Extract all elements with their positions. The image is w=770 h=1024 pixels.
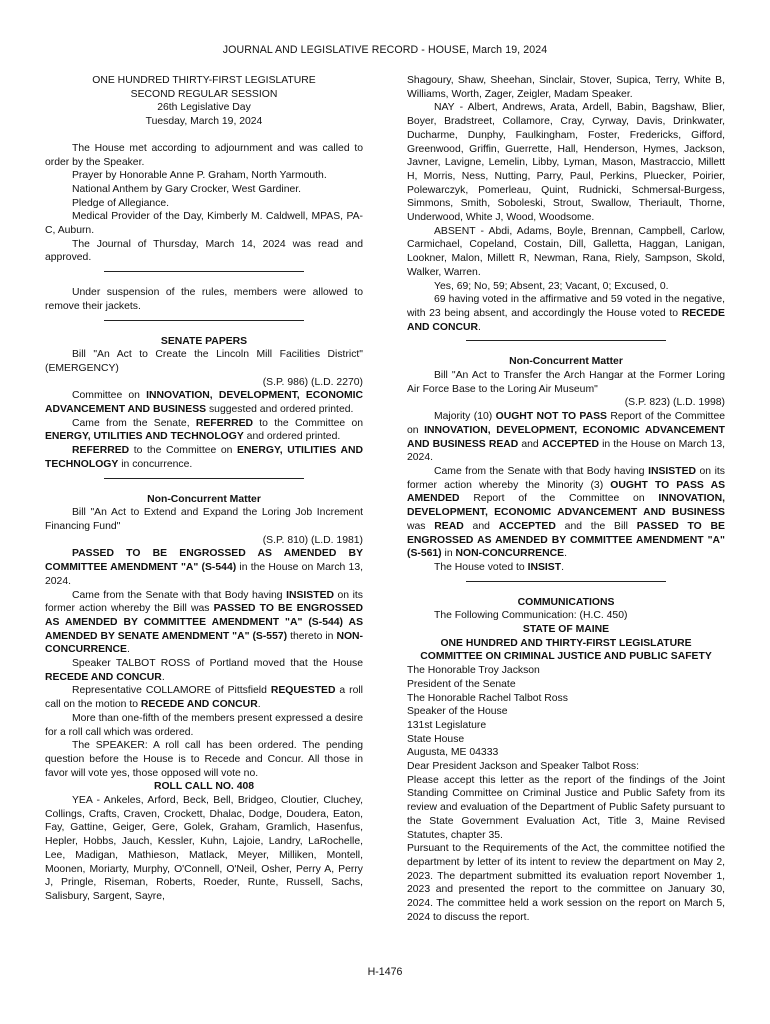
- passed-paragraph: PASSED TO BE ENGROSSED AS AMENDED BY COMMITTEE AMENDMENT "A" (S-544) in the House on March 13, 2024.: [45, 548, 363, 587]
- bill-reference: (S.P. 986) (L.D. 2270): [262, 376, 363, 388]
- address-line: 131st Legislature: [407, 719, 487, 731]
- bill-reference: (S.P. 823) (L.D. 1998): [624, 397, 725, 409]
- page-number: H-1476: [367, 966, 403, 978]
- senate-papers-heading: SENATE PAPERS: [160, 335, 248, 347]
- salutation: Dear President Jackson and Speaker Talbot Ross:: [407, 761, 639, 773]
- house-action-paragraph: REFERRED to the Committee on ENERGY, UTILITIES AND TECHNOLOGY in concurrence.: [45, 445, 363, 470]
- address-line: The Honorable Rachel Talbot Ross: [407, 692, 568, 704]
- roll-call-heading: ROLL CALL NO. 408: [153, 781, 255, 793]
- address-line: State House: [407, 733, 465, 745]
- left-column: [45, 74, 363, 904]
- journal-approval-line: The Journal of Thursday, March 14, 2024 was read and approved.: [45, 238, 363, 264]
- majority-report-paragraph: Majority (10) OUGHT NOT TO PASS Report of the Committee on INNOVATION, DEVELOPMENT, ECONOMIC ADVANCEMENT AND BUSINESS READ and ACCEPTED in the House on March 13, 2024.: [407, 411, 726, 464]
- communication-intro: The Following Communication: (H.C. 450): [434, 610, 628, 622]
- address-line: President of the Senate: [407, 678, 516, 690]
- yea-list-continued: Shagoury, Shaw, Sheehan, Sinclair, Stover, Supica, Terry, White B, Williams, Worth, Zager, Zeigler, Madam Speaker.: [407, 75, 725, 100]
- vote-tally: Yes, 69; No, 59; Absent, 23; Vacant, 0; Excused, 0.: [434, 280, 669, 292]
- senate-action-paragraph: Came from the Senate with that Body having INSISTED on its former action whereby the Bill was PASSED TO BE ENGROSSED AS AMENDED BY COMMITTEE AMENDMENT "A" (S-544) AS AMENDED BY SENATE AMENDMENT "A" (S-557) thereto in NON-CONCURRENCE.: [45, 589, 363, 656]
- section-divider: [104, 271, 304, 272]
- section-divider: [104, 478, 304, 479]
- section-divider: [466, 581, 666, 582]
- address-line: Augusta, ME 04333: [407, 747, 499, 759]
- state-heading: STATE OF MAINE: [522, 624, 610, 636]
- senate-action-paragraph: Came from the Senate, REFERRED to the Committee on ENERGY, UTILITIES AND TECHNOLOGY and ordered printed.: [45, 417, 364, 443]
- bill-title: Bill "An Act to Transfer the Arch Hangar at the Former Loring Air Force Base to the Loring Air Museum": [407, 370, 725, 395]
- bill-reference: (S.P. 810) (L.D. 1981): [262, 534, 363, 546]
- running-head: JOURNAL AND LEGISLATIVE RECORD - HOUSE, March 19, 2024: [222, 44, 548, 56]
- house-vote-paragraph: The House voted to INSIST.: [434, 561, 564, 573]
- anthem-line: National Anthem by Gary Crocker, West Gardiner.: [72, 183, 302, 195]
- bill-title: Bill "An Act to Create the Lincoln Mill Facilities District" (EMERGENCY): [45, 349, 363, 374]
- legislative-day: 26th Legislative Day: [157, 102, 251, 114]
- session-heading: SECOND REGULAR SESSION: [130, 88, 278, 100]
- prayer-line: Prayer by Honorable Anne P. Graham, North Yarmouth.: [72, 170, 327, 182]
- speaker-paragraph: The SPEAKER: A roll call has been ordered. The pending question before the House is to Recede and Concur. All those in favor will vote yes, those opposed will vote no.: [45, 740, 363, 779]
- absent-list: ABSENT - Abdi, Adams, Boyle, Brennan, Campbell, Carlow, Carmichael, Copeland, Costain, Dill, Galletta, Haggan, Lanigan, Lookner, Malon, Millett R, Newman, Rana, Riely, Sampson, Skold, Walker, Warren.: [407, 225, 725, 278]
- non-concurrent-heading: Non-Concurrent Matter: [509, 356, 623, 368]
- medical-provider-line: Medical Provider of the Day, Kimberly M. Caldwell, MPAS, PA-C, Auburn.: [45, 211, 363, 237]
- right-column: [407, 74, 725, 924]
- non-concurrent-heading: Non-Concurrent Matter: [147, 493, 261, 505]
- pledge-line: Pledge of Allegiance.: [72, 197, 170, 209]
- yea-list: YEA - Ankeles, Arford, Beck, Bell, Bridgeo, Cloutier, Cluchey, Collings, Crafts, Craven, Crockett, Dhalac, Dodge, Doudera, Eaton, Fay, Gattine, Geiger, Gere, Golek, Graham, Gramlich, Hasenfus, Hepler, Hobbs, Jauch, Kessler, Kuhn, Lajoie, Landry, LaRochelle, Lee, Madigan, Mathieson, Matlack, Meyer, Milliken, Montell, Moonen, Moriarty, Murphy, O'Connell, O'Neil, Osher, Perry A, Perry J, Pringle, Riseman, Roberts, Roeder, Runte, Russell, Sachs, Salisbury, Sargent, Sayre,: [45, 795, 363, 902]
- motion-paragraph: Speaker TALBOT ROSS of Portland moved that the House RECEDE AND CONCUR.: [45, 658, 363, 683]
- address-line: The Honorable Troy Jackson: [407, 665, 540, 677]
- opening-paragraph: The House met according to adjournment and was called to order by the Speaker.: [45, 142, 363, 168]
- bill-title: Bill "An Act to Extend and Expand the Loring Job Increment Financing Fund": [45, 507, 363, 532]
- committee-paragraph: Committee on INNOVATION, DEVELOPMENT, ECONOMIC ADVANCEMENT AND BUSINESS suggested and ordered printed.: [45, 390, 363, 416]
- senate-action-paragraph: Came from the Senate with that Body having INSISTED on its former action whereby the Minority (3) OUGHT TO PASS AS AMENDED Report of the Committee on INNOVATION, DEVELOPMENT, ECONOMIC ADVANCEMENT AND BUSINESS was READ and ACCEPTED and the Bill PASSED TO BE ENGROSSED AS AMENDED BY COMMITTEE AMENDMENT "A" (S-561) in NON-CONCURRENCE.: [407, 465, 726, 560]
- vote-result-paragraph: 69 having voted in the affirmative and 59 voted in the negative, with 23 being absent, and accordingly the House voted to RECEDE AND CONCUR.: [407, 294, 725, 333]
- letter-body-paragraph: Please accept this letter as the report of the findings of the Joint Standing Committee on Criminal Justice and Public Safety from its review and evaluation of the Department of Public Safety pursuant to the State Government Evaluation Act, Title 3, Maine Revised Statutes, chapter 35.: [407, 774, 725, 841]
- address-line: Speaker of the House: [407, 706, 508, 718]
- session-date: Tuesday, March 19, 2024: [145, 116, 263, 128]
- roll-call-request-paragraph: Representative COLLAMORE of Pittsfield REQUESTED a roll call on the motion to RECEDE AND CONCUR.: [45, 685, 363, 711]
- legislature-heading: ONE HUNDRED AND THIRTY-FIRST LEGISLATURE: [440, 637, 692, 649]
- jackets-paragraph: Under suspension of the rules, members were allowed to remove their jackets.: [45, 287, 363, 312]
- committee-heading: COMMITTEE ON CRIMINAL JUSTICE AND PUBLIC SAFETY: [420, 651, 712, 663]
- one-fifth-paragraph: More than one-fifth of the members present expressed a desire for a roll call which was ordered.: [45, 712, 363, 738]
- nay-list: NAY - Albert, Andrews, Arata, Ardell, Babin, Bagshaw, Blier, Boyer, Bradstreet, Collamore, Cray, Cyrway, Davis, Drinkwater, Ducharme, Dunphy, Faulkingham, Foster, Fredericks, Gifford, Greenwood, Griffin, Guerrette, Hall, Henderson, Hymes, Jackson, Javner, Lavigne, Lemelin, Libby, Lyman, Mason, Mastraccio, Millett H, Morris, Ness, Nutting, Parry, Paul, Perkins, Pluecker, Poirier, Polewarczyk, Pomerleau, Quint, Rudnicki, Schmersal-Burgess, Simmons, Smith, Soboleski, Strout, Swallow, Theriault, Thorne, Underwood, White J, Wood, Woodsome.: [407, 102, 725, 224]
- section-divider: [104, 320, 304, 321]
- letter-body-paragraph: Pursuant to the Requirements of the Act, the committee notified the department by letter of its intent to review the department on May 2, 2023. The department submitted its evaluation report November 1, 2023 and presented the report to the committee on January 30, 2024. The committee held a work session on the report on March 5, 2024 to discuss the report.: [407, 843, 725, 923]
- communications-heading: COMMUNICATIONS: [517, 596, 615, 608]
- legislature-heading: ONE HUNDRED THIRTY-FIRST LEGISLATURE: [92, 75, 316, 86]
- section-divider: [466, 340, 666, 341]
